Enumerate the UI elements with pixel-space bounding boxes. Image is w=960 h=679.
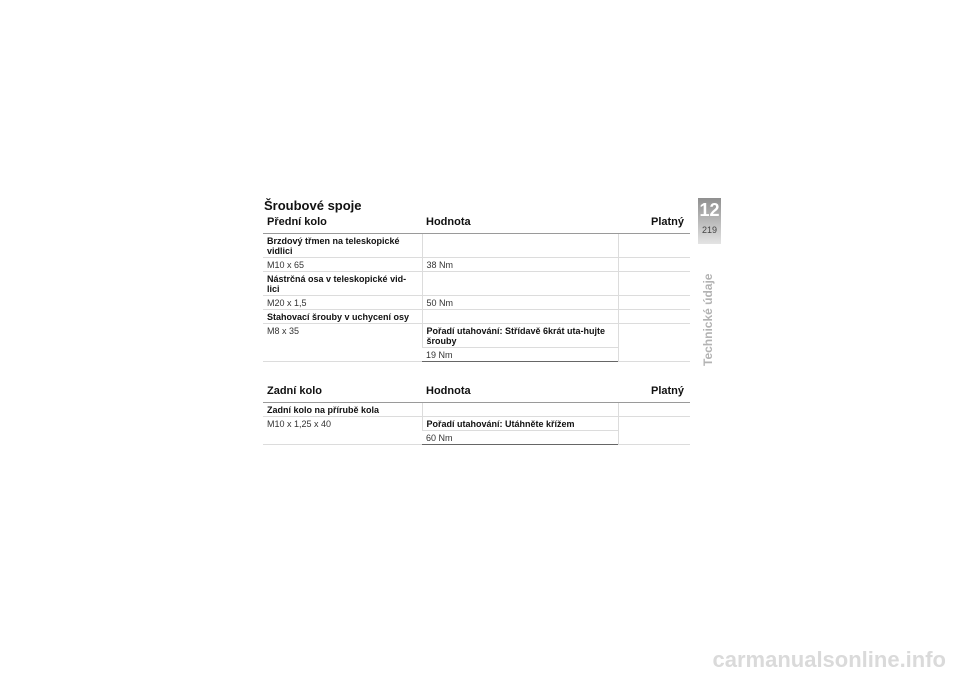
table-row [263, 403, 690, 417]
valid-cell [618, 310, 690, 324]
tightening-order: Pořadí utahování: Střídavě 6krát uta-hujte šrouby [422, 324, 618, 348]
valid-cell [618, 272, 690, 296]
valid-cell [618, 417, 690, 445]
chapter-name: Technické údaje [701, 273, 715, 366]
value-cell [422, 234, 618, 258]
column-header-front-wheel: Přední kolo [263, 211, 422, 234]
table-header-row [263, 211, 690, 234]
bolt-size: M10 x 1,25 x 40 [263, 417, 422, 445]
value-cell [422, 403, 618, 417]
bolt-size: M8 x 35 [263, 324, 422, 362]
tightening-order: Pořadí utahování: Utáhněte křížem [422, 417, 618, 431]
valid-cell [618, 296, 690, 310]
bolt-size: M20 x 1,5 [263, 296, 422, 310]
table-row [263, 324, 690, 348]
torque-value: 50 Nm [422, 296, 618, 310]
chapter-number: 12 [699, 200, 720, 220]
torque-value: 60 Nm [422, 431, 618, 445]
bolt-size: M10 x 65 [263, 258, 422, 272]
valid-cell [618, 258, 690, 272]
table-row [263, 296, 690, 310]
table-row [263, 272, 690, 296]
part-label: Stahovací šrouby v uchycení osy [263, 310, 422, 324]
watermark: carmanualsonline.info [712, 647, 946, 672]
column-header-value: Hodnota [422, 380, 618, 403]
column-header-value: Hodnota [422, 211, 618, 234]
value-cell [422, 310, 618, 324]
table-row [263, 258, 690, 272]
chapter-tab [698, 198, 721, 244]
part-label: Brzdový třmen na teleskopické vidlici [263, 234, 422, 258]
torque-value: 19 Nm [422, 348, 618, 362]
section-title: Šroubové spoje [264, 198, 362, 213]
value-cell [422, 272, 618, 296]
valid-cell [618, 234, 690, 258]
rear-wheel-table [263, 380, 690, 445]
valid-cell [618, 403, 690, 417]
front-wheel-table [263, 211, 690, 362]
part-label: Nástrčná osa v teleskopické vid-lici [263, 272, 422, 296]
part-label: Zadní kolo na přírubě kola [263, 403, 422, 417]
column-header-valid: Platný [618, 211, 690, 234]
table-row [263, 417, 690, 431]
table-row [263, 234, 690, 258]
table-header-row [263, 380, 690, 403]
table-row [263, 310, 690, 324]
column-header-rear-wheel: Zadní kolo [263, 380, 422, 403]
torque-value: 38 Nm [422, 258, 618, 272]
page-number: 219 [701, 225, 718, 235]
column-header-valid: Platný [618, 380, 690, 403]
valid-cell [618, 324, 690, 362]
